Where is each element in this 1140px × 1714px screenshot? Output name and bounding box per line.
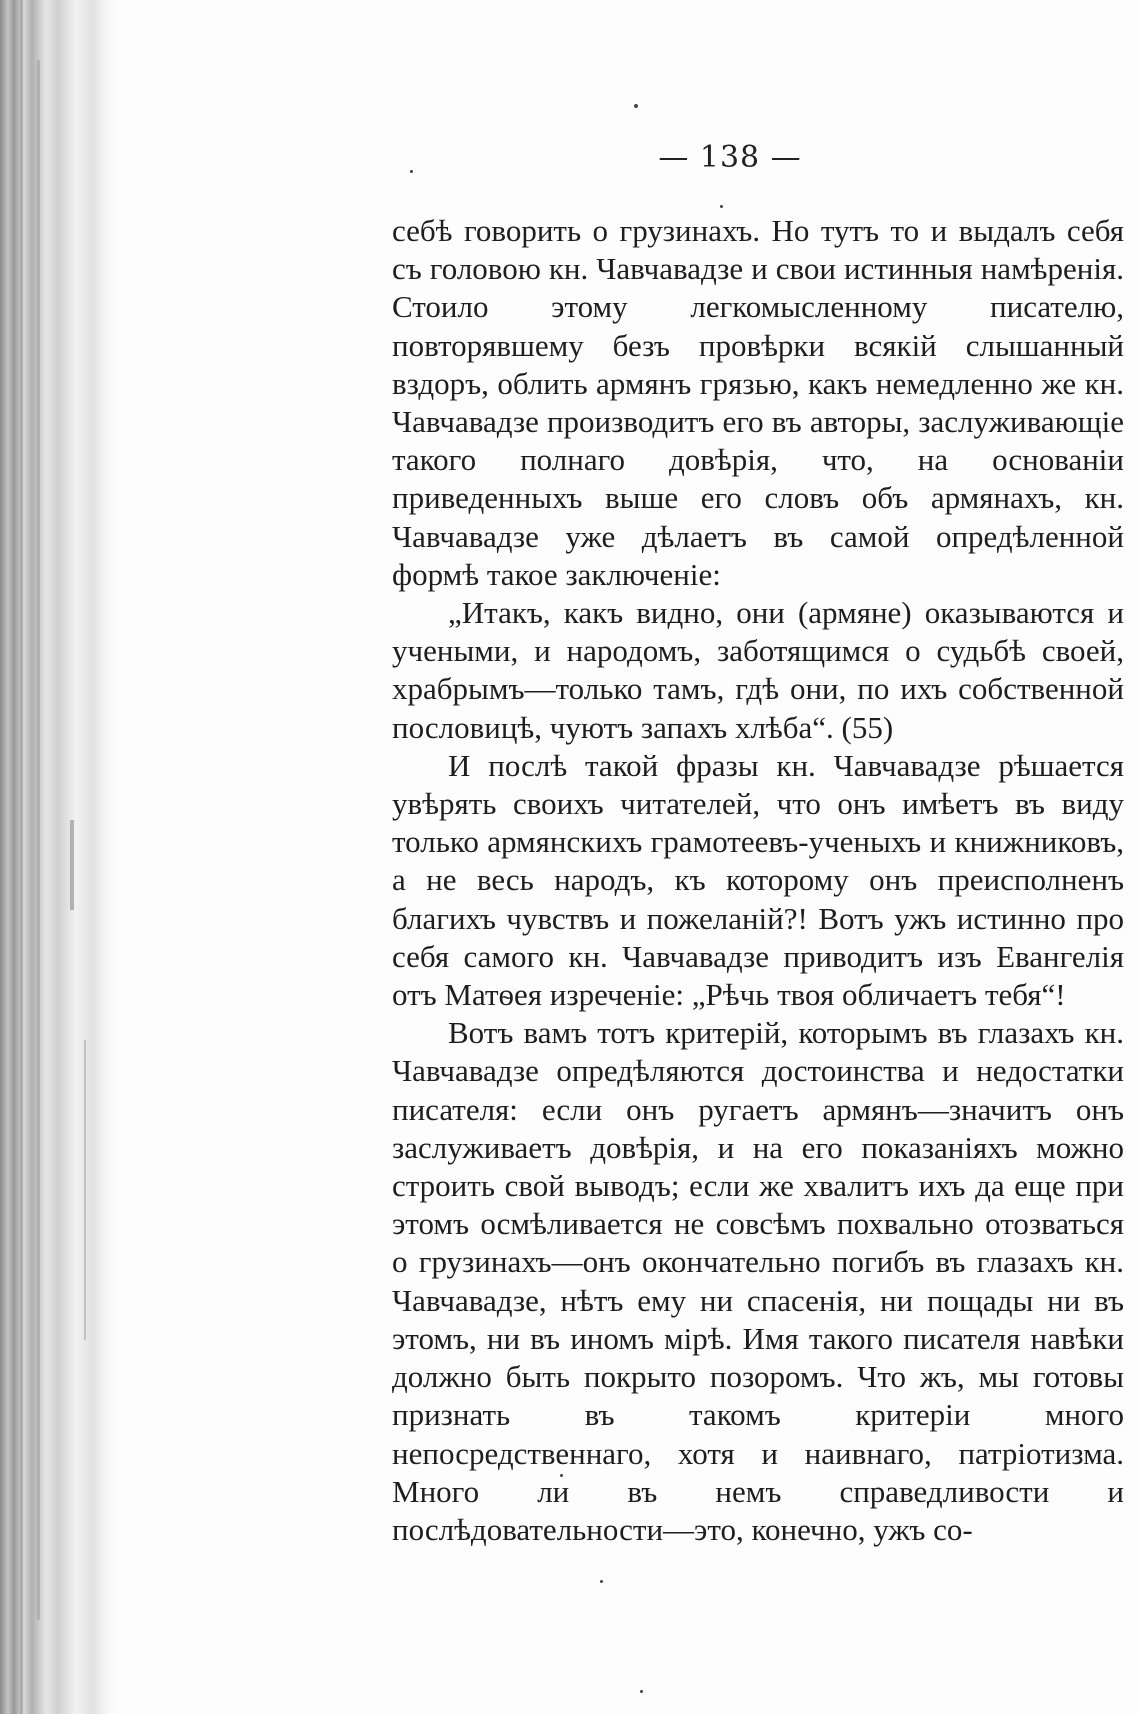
- paragraph: Вотъ вамъ тотъ критерій, которымъ въ глазахъ кн. Чавчавадзе опредѣляются достоинства и недостатки писателя: если онъ ругаетъ армянъ—значитъ онъ заслуживаетъ довѣрія, и на его показаніяхъ можно строить свой выводъ; если же хвалитъ ихъ да еще при этомъ осмѣливается не совсѣмъ похвально отозваться о грузинахъ—онъ окончательно погибъ въ глазахъ кн. Чавчавадзе, нѣтъ ему ни спасенія, ни пощады ни въ этомъ, ни въ иномъ мірѣ. Имя такого писателя навѣки должно быть покрыто позоромъ. Что жъ, мы готовы признать въ такомъ критеріи много непосредственнаго, хотя и наивнаго, патріотизма. Много ли въ немъ справедливости и послѣдовательности—это, конечно, ужъ со-: [392, 1015, 1124, 1547]
- scan-speck: [600, 1580, 603, 1583]
- scan-streak: [20, 0, 23, 1714]
- paragraph: себѣ говорить о грузинахъ. Но тутъ то и выдалъ себя съ головою кн. Чавчавадзе и свои истинныя намѣренія. Стоило этому легкомысленному писателю, повторявшему безъ провѣрки всякій слышанный вздоръ, облить армянъ грязью, какъ немедленно же кн. Чавчавадзе производитъ его въ авторы, заслуживающіе такого полнаго довѣрія, что, на основаніи приведенныхъ выше его словъ объ армянахъ, кн. Чавчавадзе уже дѣлаетъ въ самой опредѣленной формѣ такое заключеніе:: [392, 213, 1124, 592]
- page-number: — 138 —: [658, 140, 802, 175]
- scan-speck: [634, 104, 638, 108]
- book-binding-edge: [0, 0, 120, 1714]
- scan-speck: [410, 170, 413, 173]
- scan-streak: [37, 60, 40, 1620]
- scan-streak: [70, 820, 74, 910]
- body-text: [392, 212, 1124, 1549]
- scan-streak: [84, 1040, 86, 1340]
- scan-speck: [720, 205, 723, 208]
- scan-speck: [640, 1690, 643, 1693]
- paragraph: И послѣ такой фразы кн. Чавчавадзе рѣшается увѣрять своихъ читателей, что онъ имѣетъ въ виду только армянскихъ грамотеевъ-ученыхъ и книжниковъ, а не весь народъ, къ которому онъ преисполненъ благихъ чувствъ и пожеланій?! Вотъ ужъ истинно про себя самого кн. Чавчавадзе приводитъ изъ Евангелія отъ Матѳея изреченіе: „Рѣчь твоя обличаетъ тебя“!: [392, 747, 1124, 1013]
- quotation-paragraph: „Итакъ, какъ видно, они (армяне) оказываются и учеными, и народомъ, заботящимся о судьбѣ своей, храбрымъ—только тамъ, гдѣ они, по ихъ собственной пословицѣ, чуютъ запахъ хлѣба“. (55): [392, 595, 1124, 745]
